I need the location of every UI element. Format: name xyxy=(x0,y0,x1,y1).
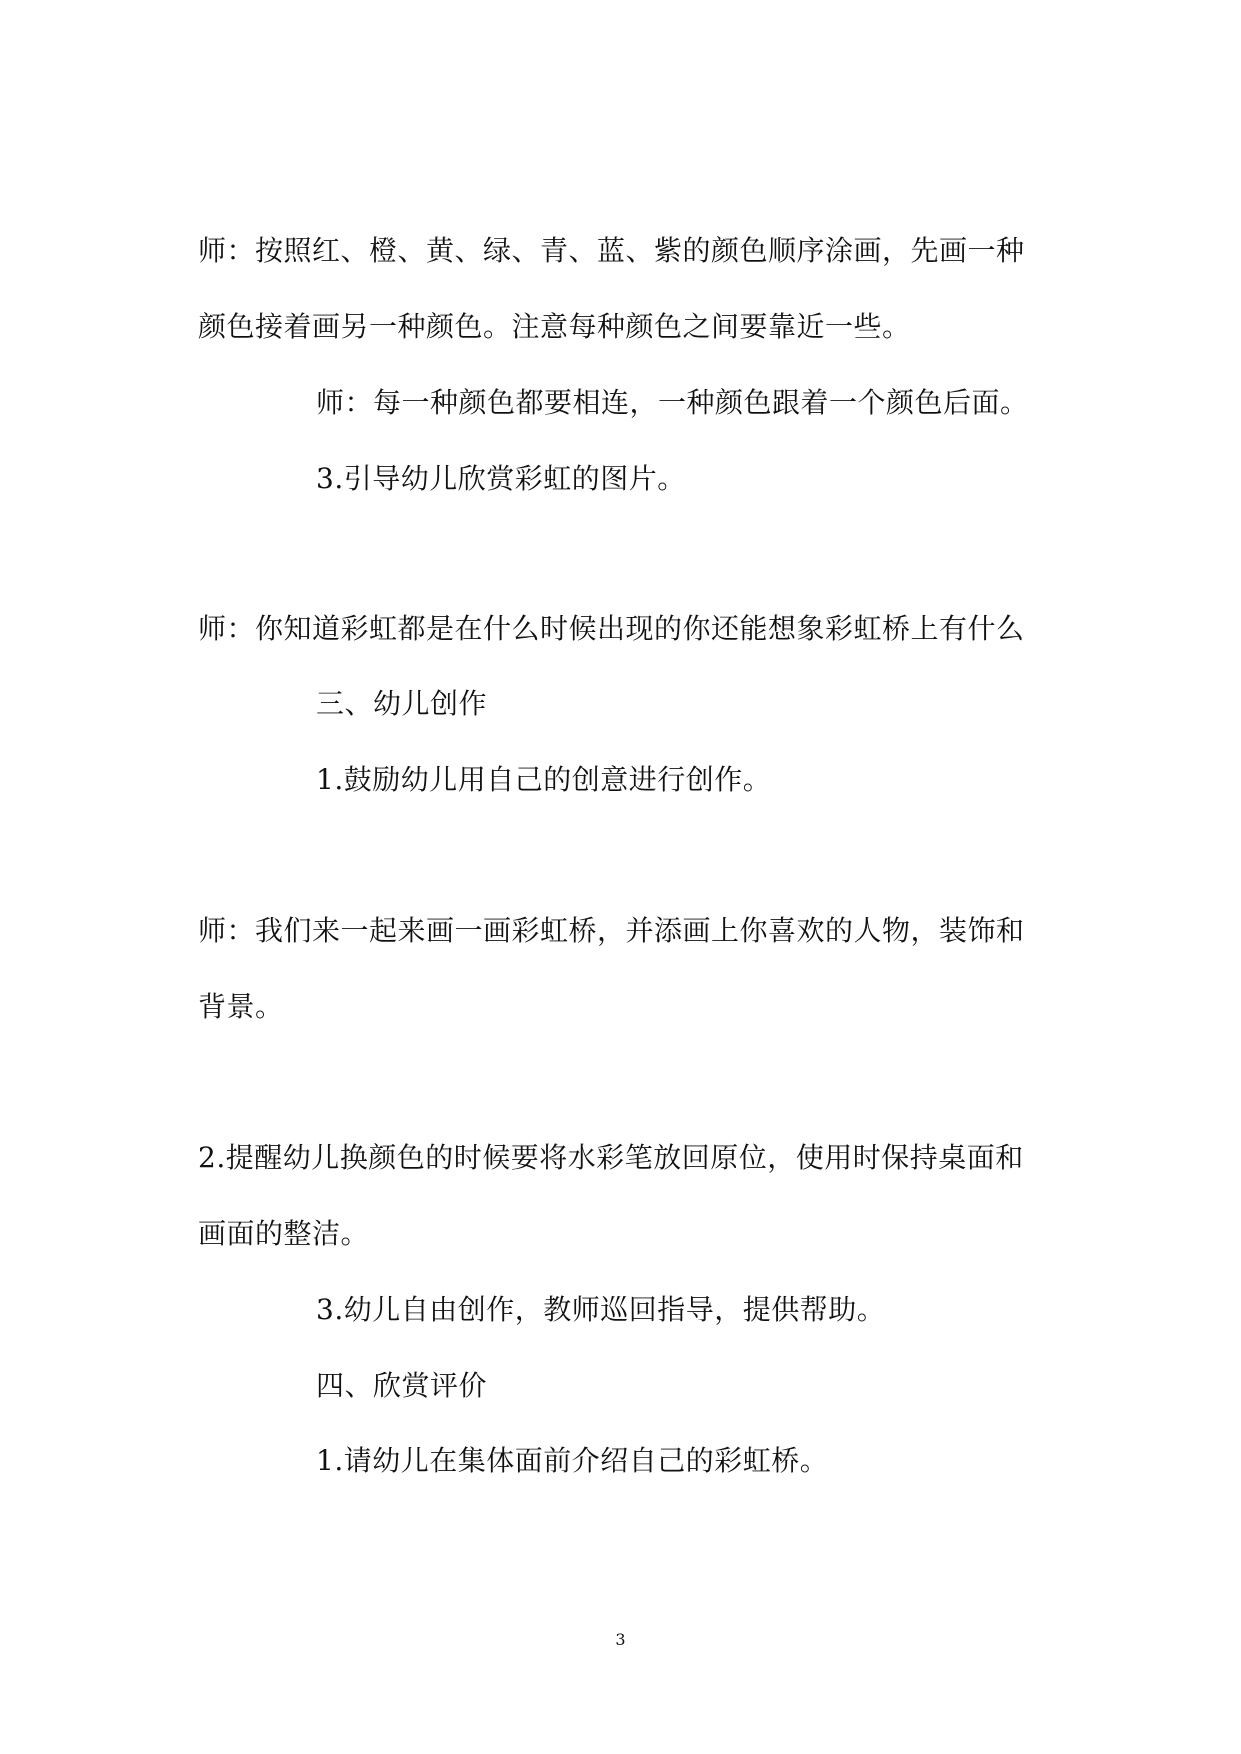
section-heading: 四、欣赏评价 xyxy=(316,1369,488,1402)
paragraph-line: 2.提醒幼儿换颜色的时候要将水彩笔放回原位，使用时保持桌面和 xyxy=(198,1141,1024,1174)
paragraph-line: 师：你知道彩虹都是在什么时候出现的你还能想象彩虹桥上有什么 xyxy=(198,612,1025,645)
paragraph-line: 师：我们来一起来画一画彩虹桥，并添画上你喜欢的人物，装饰和 xyxy=(198,914,1025,947)
paragraph-line: 画面的整洁。 xyxy=(198,1217,370,1250)
paragraph-line: 1.请幼儿在集体面前介绍自己的彩虹桥。 xyxy=(316,1444,829,1477)
paragraph-line: 3.幼儿自由创作，教师巡回指导，提供帮助。 xyxy=(316,1293,886,1326)
paragraph-line: 颜色接着画另一种颜色。注意每种颜色之间要靠近一些。 xyxy=(198,310,911,343)
paragraph-line: 3.引导幼儿欣赏彩虹的图片。 xyxy=(316,462,686,495)
paragraph-line: 1.鼓励幼儿用自己的创意进行创作。 xyxy=(316,763,772,796)
paragraph-line: 师：每一种颜色都要相连，一种颜色跟着一个颜色后面。 xyxy=(316,386,1029,419)
paragraph-line: 师：按照红、橙、黄、绿、青、蓝、紫的颜色顺序涂画，先画一种 xyxy=(198,234,1025,267)
page-number: 3 xyxy=(615,1630,626,1649)
paragraph-line: 背景。 xyxy=(198,990,284,1023)
section-heading: 三、幼儿创作 xyxy=(316,687,488,720)
